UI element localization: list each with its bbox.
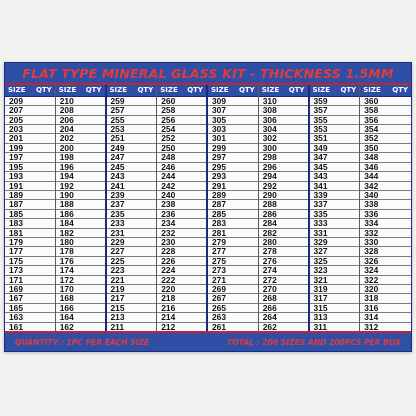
size-cell: 204: [56, 125, 105, 134]
size-cell: 209: [5, 97, 55, 106]
size-cell: 296: [259, 163, 308, 172]
size-cell: 184: [56, 219, 105, 228]
qty-header: QTY: [392, 86, 408, 95]
size-cell: 207: [5, 106, 55, 115]
size-cell: 348: [360, 153, 411, 162]
size-cell: 171: [5, 276, 55, 285]
size-cell: 194: [56, 172, 105, 181]
qty-header: QTY: [288, 86, 305, 95]
size-cell: 294: [259, 172, 308, 181]
size-cell: 199: [5, 144, 55, 153]
size-cell: 343: [310, 172, 360, 181]
size-column: [5, 85, 56, 331]
size-cell: 182: [56, 229, 105, 238]
size-cell: 251: [107, 134, 157, 143]
size-cell: 282: [259, 229, 308, 238]
size-cell: 292: [259, 182, 308, 191]
size-cell: 239: [107, 191, 157, 200]
size-cell: 186: [56, 210, 105, 219]
size-cell: 176: [56, 257, 105, 266]
size-cell: 352: [360, 134, 411, 143]
size-cell: 195: [5, 163, 55, 172]
size-cell: 333: [310, 219, 360, 228]
size-cell: 167: [5, 294, 55, 303]
size-cell: 256: [157, 116, 206, 125]
size-header: SIZE: [109, 86, 128, 95]
size-cell: 314: [360, 313, 411, 322]
size-cell: 172: [56, 276, 105, 285]
size-cell: 319: [310, 285, 360, 294]
size-column: [259, 85, 310, 331]
size-cell: 261: [212, 321, 226, 331]
size-cell: 269: [208, 285, 258, 294]
size-cell: 276: [259, 257, 308, 266]
size-cell: 214: [157, 313, 206, 322]
size-column: [360, 85, 411, 331]
size-cell: 221: [107, 276, 157, 285]
size-cell: 347: [310, 153, 360, 162]
size-cell: 227: [107, 247, 157, 256]
size-cell: 302: [259, 134, 308, 143]
size-cell: 349: [310, 144, 360, 153]
size-cell: 248: [157, 153, 206, 162]
size-cell: 270: [259, 285, 308, 294]
size-cell: 222: [157, 276, 206, 285]
size-cell: 309: [208, 97, 258, 106]
footer-bar: [5, 331, 411, 351]
size-cell: 337: [310, 200, 360, 209]
size-cell: 308: [259, 106, 308, 115]
size-cell: 297: [208, 153, 258, 162]
size-cell: 242: [157, 182, 206, 191]
size-cell: 321: [310, 276, 360, 285]
size-cell: 193: [5, 172, 55, 181]
size-cell: 338: [360, 200, 411, 209]
size-cell: 315: [310, 304, 360, 313]
size-cell: 318: [360, 294, 411, 303]
size-cell: 267: [208, 294, 258, 303]
size-cell: 165: [5, 304, 55, 313]
size-cell: 334: [360, 219, 411, 228]
size-cell: 175: [5, 257, 55, 266]
size-cell: 191: [5, 182, 55, 191]
size-cell: 356: [360, 116, 411, 125]
size-cell: 317: [310, 294, 360, 303]
size-cell: 173: [5, 266, 55, 275]
size-cell: 330: [360, 238, 411, 247]
size-header: SIZE: [312, 86, 331, 95]
size-cell: 271: [208, 276, 258, 285]
size-cell: 355: [310, 116, 360, 125]
size-cell: 245: [107, 163, 157, 172]
qty-header: QTY: [340, 86, 357, 95]
size-cell: 300: [259, 144, 308, 153]
size-cell: 280: [259, 238, 308, 247]
size-cell: 316: [360, 304, 411, 313]
size-cell: 324: [360, 266, 411, 275]
size-cell: 281: [208, 229, 258, 238]
size-cell: 254: [157, 125, 206, 134]
size-cell: 358: [360, 106, 411, 115]
size-cell: 335: [310, 210, 360, 219]
size-cell: 217: [107, 294, 157, 303]
qty-header: QTY: [187, 86, 203, 95]
size-cell: 164: [56, 313, 105, 322]
size-grid: [5, 85, 411, 331]
size-header: SIZE: [211, 86, 229, 95]
size-cell: 322: [360, 276, 411, 285]
size-cell: 336: [360, 210, 411, 219]
size-cell: 168: [56, 294, 105, 303]
glass-kit-chart: [4, 62, 412, 352]
size-column: [107, 85, 158, 331]
size-cell: 265: [208, 304, 258, 313]
size-cell: 307: [208, 106, 258, 115]
size-cell: 236: [157, 210, 206, 219]
size-cell: 205: [5, 116, 55, 125]
size-cell: 216: [157, 304, 206, 313]
size-cell: 181: [5, 229, 55, 238]
size-cell: 289: [208, 191, 258, 200]
size-cell: 353: [310, 125, 360, 134]
size-cell: 174: [56, 266, 105, 275]
size-cell: 233: [107, 219, 157, 228]
size-cell: 196: [56, 163, 105, 172]
size-cell: 219: [107, 285, 157, 294]
size-cell: 231: [107, 229, 157, 238]
size-cell: 252: [157, 134, 206, 143]
size-cell: 243: [107, 172, 157, 181]
size-header: SIZE: [261, 86, 280, 95]
size-cell: 226: [157, 257, 206, 266]
size-cell: 238: [157, 200, 206, 209]
size-cell: 178: [56, 247, 105, 256]
size-cell: 326: [360, 257, 411, 266]
size-cell: 277: [208, 247, 258, 256]
size-cell: 225: [107, 257, 157, 266]
size-cell: 180: [56, 238, 105, 247]
size-column: [157, 85, 208, 331]
size-cell: 237: [107, 200, 157, 209]
size-cell: 313: [310, 313, 360, 322]
size-cell: 247: [107, 153, 157, 162]
size-cell: 329: [310, 238, 360, 247]
size-cell: 346: [360, 163, 411, 172]
size-cell: 163: [5, 313, 55, 322]
size-cell: 291: [208, 182, 258, 191]
size-header: SIZE: [363, 86, 381, 95]
size-cell: 235: [107, 210, 157, 219]
size-cell: 169: [5, 285, 55, 294]
size-cell: 198: [56, 153, 105, 162]
size-cell: 274: [259, 266, 308, 275]
size-cell: 223: [107, 266, 157, 275]
size-cell: 298: [259, 153, 308, 162]
size-cell: 287: [208, 200, 258, 209]
size-cell: 170: [56, 285, 105, 294]
size-column: [56, 85, 107, 331]
qty-header: QTY: [85, 86, 102, 95]
size-cell: 285: [208, 210, 258, 219]
size-cell: 183: [5, 219, 55, 228]
size-cell: 213: [107, 313, 157, 322]
size-cell: 360: [360, 97, 411, 106]
chart-title: FLAT TYPE MINERAL GLASS KIT - THICKNESS 1.5MM: [22, 65, 394, 81]
size-cell: 325: [310, 257, 360, 266]
size-cell: 305: [208, 116, 258, 125]
size-cell: 244: [157, 172, 206, 181]
size-header: SIZE: [8, 86, 26, 95]
size-cell: 341: [310, 182, 360, 191]
size-cell: 257: [107, 106, 157, 115]
size-cell: 224: [157, 266, 206, 275]
size-cell: 208: [56, 106, 105, 115]
title-bar: [5, 63, 411, 85]
size-cell: 278: [259, 247, 308, 256]
size-cell: 202: [56, 134, 105, 143]
size-cell: 359: [310, 97, 360, 106]
size-cell: 262: [262, 321, 277, 331]
size-cell: 303: [208, 125, 258, 134]
size-cell: 234: [157, 219, 206, 228]
size-cell: 332: [360, 229, 411, 238]
size-cell: 286: [259, 210, 308, 219]
size-cell: 299: [208, 144, 258, 153]
size-cell: 279: [208, 238, 258, 247]
size-header: SIZE: [58, 86, 77, 95]
size-cell: 246: [157, 163, 206, 172]
size-cell: 320: [360, 285, 411, 294]
size-cell: 328: [360, 247, 411, 256]
size-cell: 215: [107, 304, 157, 313]
size-cell: 304: [259, 125, 308, 134]
size-cell: 354: [360, 125, 411, 134]
size-cell: 351: [310, 134, 360, 143]
size-cell: 339: [310, 191, 360, 200]
size-cell: 230: [157, 238, 206, 247]
size-cell: 218: [157, 294, 206, 303]
size-cell: 350: [360, 144, 411, 153]
size-cell: 264: [259, 313, 308, 322]
size-cell: 253: [107, 125, 157, 134]
size-cell: 190: [56, 191, 105, 200]
size-cell: 295: [208, 163, 258, 172]
size-cell: 241: [107, 182, 157, 191]
size-cell: 311: [313, 321, 328, 331]
size-cell: 203: [5, 125, 55, 134]
size-cell: 211: [110, 321, 125, 331]
size-cell: 232: [157, 229, 206, 238]
size-cell: 210: [56, 97, 105, 106]
size-cell: 185: [5, 210, 55, 219]
size-cell: 189: [5, 191, 55, 200]
qty-header: QTY: [137, 86, 154, 95]
size-cell: 201: [5, 134, 55, 143]
size-cell: 229: [107, 238, 157, 247]
size-cell: 290: [259, 191, 308, 200]
size-cell: 266: [259, 304, 308, 313]
size-cell: 288: [259, 200, 308, 209]
size-cell: 188: [56, 200, 105, 209]
size-cell: 250: [157, 144, 206, 153]
size-cell: 327: [310, 247, 360, 256]
size-cell: 293: [208, 172, 258, 181]
size-cell: 344: [360, 172, 411, 181]
size-cell: 200: [56, 144, 105, 153]
size-cell: 340: [360, 191, 411, 200]
size-cell: 275: [208, 257, 258, 266]
size-cell: 260: [157, 97, 206, 106]
size-cell: 345: [310, 163, 360, 172]
size-cell: 312: [364, 321, 379, 331]
total-note: TOTAL : 200 SIZES AND 200PCS PER BOX: [227, 337, 401, 347]
size-cell: 272: [259, 276, 308, 285]
size-cell: 284: [259, 219, 308, 228]
size-cell: 263: [208, 313, 258, 322]
qty-header: QTY: [35, 86, 52, 95]
size-cell: 258: [157, 106, 206, 115]
size-header: SIZE: [160, 86, 178, 95]
size-cell: 283: [208, 219, 258, 228]
size-cell: 249: [107, 144, 157, 153]
size-cell: 166: [56, 304, 105, 313]
qty-header: QTY: [238, 86, 255, 95]
size-cell: 255: [107, 116, 157, 125]
size-cell: 161: [9, 321, 23, 331]
size-cell: 197: [5, 153, 55, 162]
size-cell: 342: [360, 182, 411, 191]
size-cell: 331: [310, 229, 360, 238]
size-column: [310, 85, 361, 331]
size-cell: 306: [259, 116, 308, 125]
size-cell: 310: [259, 97, 308, 106]
size-cell: 192: [56, 182, 105, 191]
size-cell: 357: [310, 106, 360, 115]
size-cell: 212: [161, 321, 176, 331]
size-cell: 323: [310, 266, 360, 275]
size-cell: 177: [5, 247, 55, 256]
size-cell: 268: [259, 294, 308, 303]
size-column: [208, 85, 259, 331]
size-cell: 187: [5, 200, 55, 209]
size-cell: 228: [157, 247, 206, 256]
size-cell: 259: [107, 97, 157, 106]
size-cell: 273: [208, 266, 258, 275]
size-cell: 220: [157, 285, 206, 294]
size-cell: 240: [157, 191, 206, 200]
size-cell: 301: [208, 134, 258, 143]
size-cell: 162: [59, 321, 74, 331]
size-cell: 179: [5, 238, 55, 247]
size-cell: 206: [56, 116, 105, 125]
quantity-note: QUANTITY : 1PC PER EACH SIZE: [15, 337, 150, 347]
